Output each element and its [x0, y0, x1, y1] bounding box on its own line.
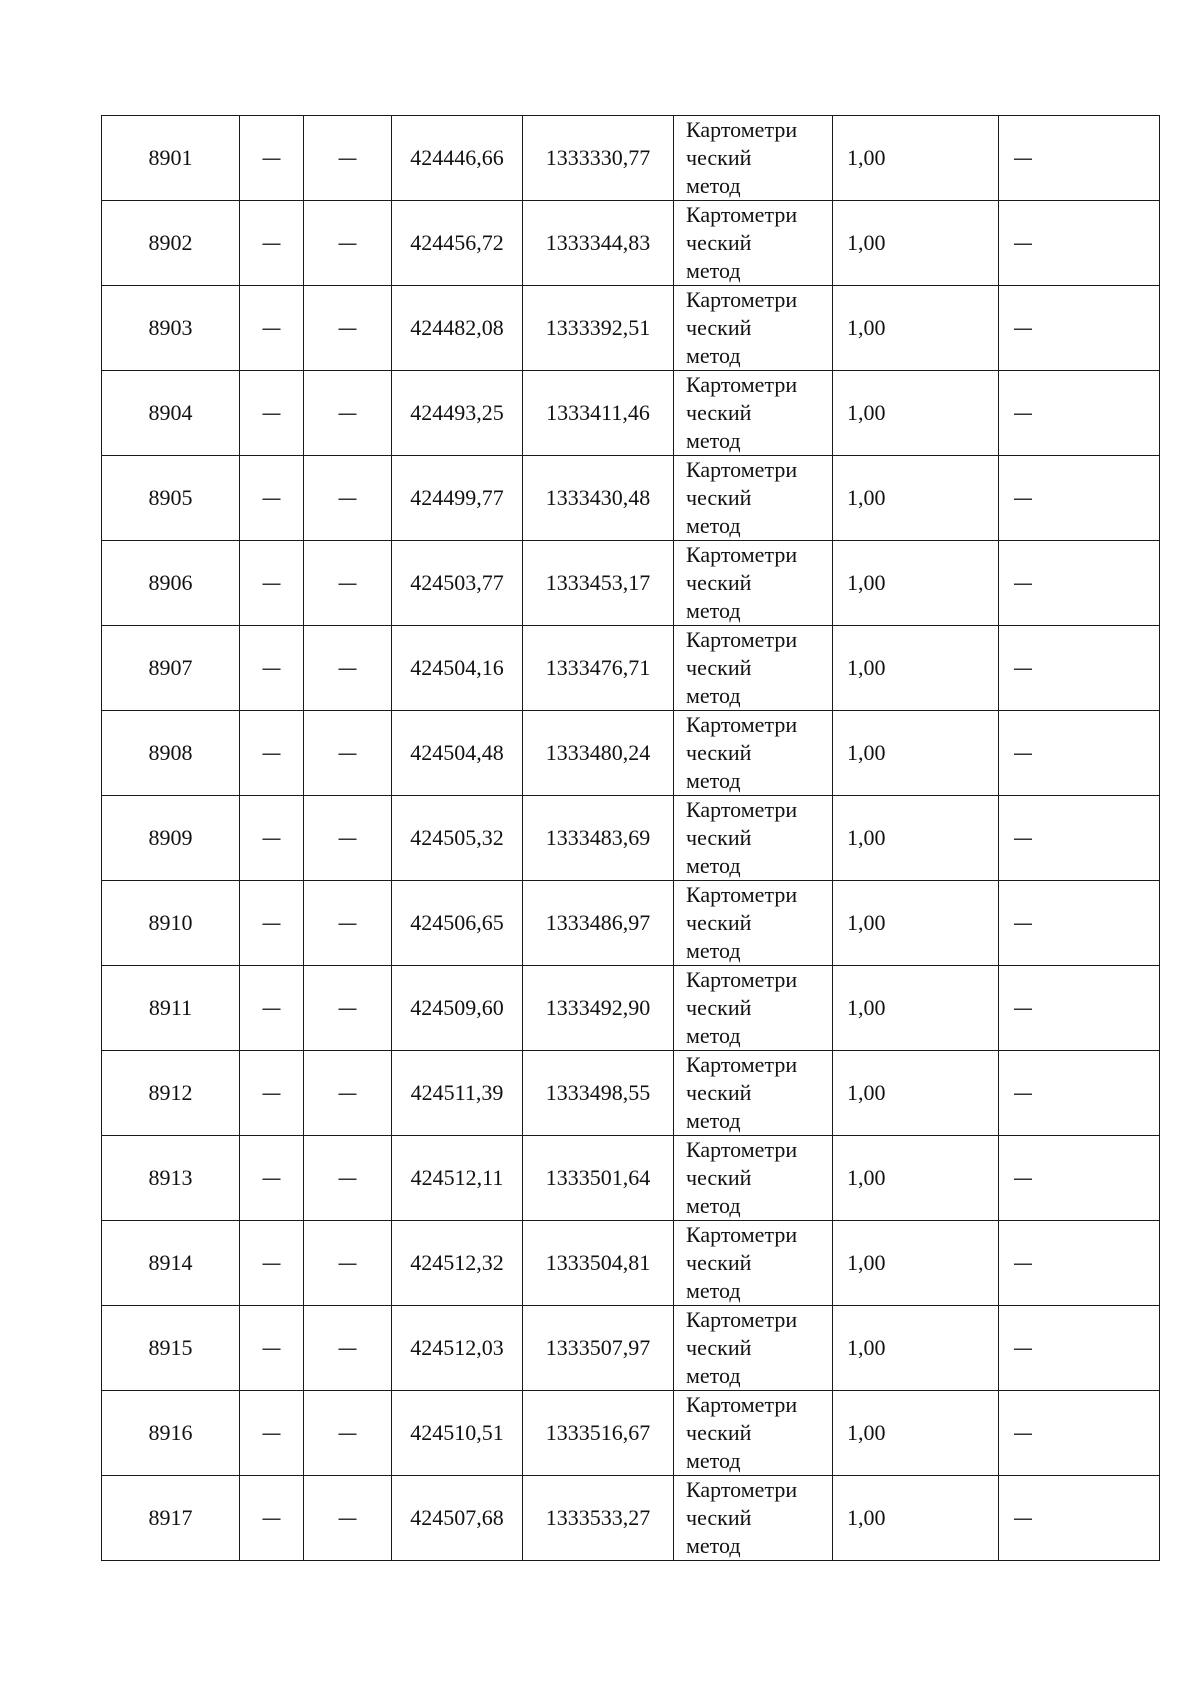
x-coordinate-cell: 424482,08	[392, 286, 523, 371]
y-coordinate-cell: 1333430,48	[523, 456, 674, 541]
precision-cell: 1,00	[833, 116, 999, 201]
method-text-line: ческий	[686, 740, 752, 765]
method-text-line: ческий	[686, 400, 752, 425]
point-number-cell: 8901	[102, 116, 240, 201]
x-coordinate-cell: 424504,48	[392, 711, 523, 796]
precision-cell: 1,00	[833, 881, 999, 966]
empty-value-dash-cell: —	[999, 286, 1160, 371]
method-text-line: метод	[686, 938, 741, 963]
method-cell	[674, 286, 833, 371]
table-row	[102, 881, 1160, 966]
method-text-line: ческий	[686, 1335, 752, 1360]
empty-value-dash-cell: —	[304, 286, 392, 371]
point-number-cell: 8904	[102, 371, 240, 456]
empty-value-dash-cell: —	[999, 1476, 1160, 1561]
method-text-line: Картометри	[686, 287, 798, 312]
empty-value-dash-cell: —	[240, 966, 304, 1051]
empty-value-dash-cell: —	[304, 966, 392, 1051]
precision-cell: 1,00	[833, 1391, 999, 1476]
point-number-cell: 8912	[102, 1051, 240, 1136]
empty-value-dash-cell: —	[304, 626, 392, 711]
table-row	[102, 1306, 1160, 1391]
point-number-cell: 8911	[102, 966, 240, 1051]
precision-cell: 1,00	[833, 1306, 999, 1391]
y-coordinate-cell: 1333476,71	[523, 626, 674, 711]
method-text-line: метод	[686, 768, 741, 793]
y-coordinate-cell: 1333504,81	[523, 1221, 674, 1306]
empty-value-dash-cell: —	[304, 371, 392, 456]
x-coordinate-cell: 424446,66	[392, 116, 523, 201]
method-text-line: метод	[686, 1363, 741, 1388]
x-coordinate-cell: 424511,39	[392, 1051, 523, 1136]
method-text-line: ческий	[686, 1505, 752, 1530]
method-text-line: Картометри	[686, 117, 798, 142]
y-coordinate-cell: 1333453,17	[523, 541, 674, 626]
empty-value-dash-cell: —	[999, 711, 1160, 796]
method-text-line: ческий	[686, 825, 752, 850]
empty-value-dash-cell: —	[304, 1221, 392, 1306]
y-coordinate-cell: 1333486,97	[523, 881, 674, 966]
method-cell	[674, 456, 833, 541]
x-coordinate-cell: 424510,51	[392, 1391, 523, 1476]
empty-value-dash-cell: —	[240, 1051, 304, 1136]
point-number-cell: 8910	[102, 881, 240, 966]
empty-value-dash-cell: —	[240, 116, 304, 201]
empty-value-dash-cell: —	[240, 1306, 304, 1391]
precision-cell: 1,00	[833, 1136, 999, 1221]
x-coordinate-cell: 424493,25	[392, 371, 523, 456]
empty-value-dash-cell: —	[240, 541, 304, 626]
point-number-cell: 8908	[102, 711, 240, 796]
method-text-line: метод	[686, 853, 741, 878]
method-text-line: ческий	[686, 145, 752, 170]
table-row	[102, 1476, 1160, 1561]
method-text-line: ческий	[686, 655, 752, 680]
method-text-line: метод	[686, 683, 741, 708]
empty-value-dash-cell: —	[240, 201, 304, 286]
point-number-cell: 8916	[102, 1391, 240, 1476]
method-text-line: Картометри	[686, 1137, 798, 1162]
x-coordinate-cell: 424505,32	[392, 796, 523, 881]
empty-value-dash-cell: —	[240, 881, 304, 966]
method-text-line: метод	[686, 1278, 741, 1303]
point-number-cell: 8902	[102, 201, 240, 286]
empty-value-dash-cell: —	[304, 1391, 392, 1476]
y-coordinate-cell: 1333507,97	[523, 1306, 674, 1391]
table-body	[102, 116, 1160, 1561]
method-text-line: ческий	[686, 1080, 752, 1105]
y-coordinate-cell: 1333344,83	[523, 201, 674, 286]
x-coordinate-cell: 424512,11	[392, 1136, 523, 1221]
empty-value-dash-cell: —	[240, 626, 304, 711]
empty-value-dash-cell: —	[240, 1476, 304, 1561]
method-text-line: метод	[686, 1023, 741, 1048]
method-text-line: Картометри	[686, 967, 798, 992]
method-cell	[674, 541, 833, 626]
method-text-line: ческий	[686, 230, 752, 255]
empty-value-dash-cell: —	[999, 541, 1160, 626]
empty-value-dash-cell: —	[999, 626, 1160, 711]
point-number-cell: 8905	[102, 456, 240, 541]
method-text-line: метод	[686, 1448, 741, 1473]
x-coordinate-cell: 424509,60	[392, 966, 523, 1051]
method-cell	[674, 1051, 833, 1136]
method-text-line: ческий	[686, 570, 752, 595]
y-coordinate-cell: 1333411,46	[523, 371, 674, 456]
point-number-cell: 8906	[102, 541, 240, 626]
table-row	[102, 201, 1160, 286]
method-cell	[674, 201, 833, 286]
empty-value-dash-cell: —	[304, 881, 392, 966]
method-cell	[674, 881, 833, 966]
empty-value-dash-cell: —	[999, 1051, 1160, 1136]
method-text-line: Картометри	[686, 882, 798, 907]
precision-cell: 1,00	[833, 286, 999, 371]
precision-cell: 1,00	[833, 541, 999, 626]
y-coordinate-cell: 1333480,24	[523, 711, 674, 796]
table-row	[102, 626, 1160, 711]
method-text-line: Картометри	[686, 712, 798, 737]
method-text-line: Картометри	[686, 542, 798, 567]
point-number-cell: 8917	[102, 1476, 240, 1561]
empty-value-dash-cell: —	[304, 1306, 392, 1391]
point-number-cell: 8913	[102, 1136, 240, 1221]
empty-value-dash-cell: —	[240, 1136, 304, 1221]
method-text-line: Картометри	[686, 1477, 798, 1502]
method-text-line: метод	[686, 173, 741, 198]
precision-cell: 1,00	[833, 796, 999, 881]
method-text-line: метод	[686, 258, 741, 283]
empty-value-dash-cell: —	[240, 456, 304, 541]
method-text-line: ческий	[686, 315, 752, 340]
method-text-line: ческий	[686, 1420, 752, 1445]
method-text-line: метод	[686, 513, 741, 538]
y-coordinate-cell: 1333392,51	[523, 286, 674, 371]
method-cell	[674, 796, 833, 881]
empty-value-dash-cell: —	[240, 286, 304, 371]
table-row	[102, 966, 1160, 1051]
method-text-line: ческий	[686, 995, 752, 1020]
precision-cell: 1,00	[833, 201, 999, 286]
x-coordinate-cell: 424504,16	[392, 626, 523, 711]
precision-cell: 1,00	[833, 456, 999, 541]
x-coordinate-cell: 424456,72	[392, 201, 523, 286]
empty-value-dash-cell: —	[999, 1221, 1160, 1306]
x-coordinate-cell: 424512,32	[392, 1221, 523, 1306]
method-text-line: ческий	[686, 1165, 752, 1190]
method-cell	[674, 371, 833, 456]
method-cell	[674, 1391, 833, 1476]
y-coordinate-cell: 1333330,77	[523, 116, 674, 201]
x-coordinate-cell: 424506,65	[392, 881, 523, 966]
method-cell	[674, 626, 833, 711]
empty-value-dash-cell: —	[999, 881, 1160, 966]
empty-value-dash-cell: —	[240, 1391, 304, 1476]
empty-value-dash-cell: —	[999, 456, 1160, 541]
empty-value-dash-cell: —	[304, 116, 392, 201]
empty-value-dash-cell: —	[240, 796, 304, 881]
x-coordinate-cell: 424499,77	[392, 456, 523, 541]
method-text-line: ческий	[686, 485, 752, 510]
empty-value-dash-cell: —	[304, 796, 392, 881]
method-text-line: ческий	[686, 1250, 752, 1275]
x-coordinate-cell: 424512,03	[392, 1306, 523, 1391]
y-coordinate-cell: 1333501,64	[523, 1136, 674, 1221]
x-coordinate-cell: 424507,68	[392, 1476, 523, 1561]
table-row	[102, 286, 1160, 371]
table-row	[102, 1391, 1160, 1476]
method-cell	[674, 1136, 833, 1221]
point-number-cell: 8907	[102, 626, 240, 711]
empty-value-dash-cell: —	[999, 796, 1160, 881]
table-row	[102, 1221, 1160, 1306]
table-row	[102, 1136, 1160, 1221]
method-text-line: Картометри	[686, 1307, 798, 1332]
method-text-line: ческий	[686, 910, 752, 935]
empty-value-dash-cell: —	[304, 456, 392, 541]
empty-value-dash-cell: —	[304, 711, 392, 796]
y-coordinate-cell: 1333492,90	[523, 966, 674, 1051]
method-text-line: метод	[686, 598, 741, 623]
precision-cell: 1,00	[833, 1221, 999, 1306]
point-number-cell: 8915	[102, 1306, 240, 1391]
precision-cell: 1,00	[833, 711, 999, 796]
empty-value-dash-cell: —	[999, 116, 1160, 201]
coordinates-table	[101, 115, 1160, 1561]
empty-value-dash-cell: —	[999, 1306, 1160, 1391]
empty-value-dash-cell: —	[999, 201, 1160, 286]
y-coordinate-cell: 1333498,55	[523, 1051, 674, 1136]
method-text-line: Картометри	[686, 1222, 798, 1247]
precision-cell: 1,00	[833, 1476, 999, 1561]
method-cell	[674, 1221, 833, 1306]
point-number-cell: 8914	[102, 1221, 240, 1306]
table-row	[102, 796, 1160, 881]
table-row	[102, 116, 1160, 201]
empty-value-dash-cell: —	[304, 1476, 392, 1561]
empty-value-dash-cell: —	[999, 966, 1160, 1051]
empty-value-dash-cell: —	[304, 201, 392, 286]
method-cell	[674, 711, 833, 796]
table-row	[102, 1051, 1160, 1136]
precision-cell: 1,00	[833, 371, 999, 456]
empty-value-dash-cell: —	[304, 1136, 392, 1221]
method-text-line: Картометри	[686, 202, 798, 227]
method-text-line: метод	[686, 1193, 741, 1218]
method-text-line: метод	[686, 1533, 741, 1558]
point-number-cell: 8909	[102, 796, 240, 881]
table-row	[102, 711, 1160, 796]
precision-cell: 1,00	[833, 626, 999, 711]
empty-value-dash-cell: —	[999, 1391, 1160, 1476]
method-text-line: Картометри	[686, 627, 798, 652]
empty-value-dash-cell: —	[304, 541, 392, 626]
x-coordinate-cell: 424503,77	[392, 541, 523, 626]
method-text-line: Картометри	[686, 1052, 798, 1077]
table-row	[102, 541, 1160, 626]
method-text-line: метод	[686, 428, 741, 453]
method-cell	[674, 116, 833, 201]
y-coordinate-cell: 1333533,27	[523, 1476, 674, 1561]
empty-value-dash-cell: —	[999, 371, 1160, 456]
precision-cell: 1,00	[833, 1051, 999, 1136]
y-coordinate-cell: 1333483,69	[523, 796, 674, 881]
method-cell	[674, 966, 833, 1051]
method-text-line: Картометри	[686, 372, 798, 397]
method-cell	[674, 1476, 833, 1561]
method-cell	[674, 1306, 833, 1391]
method-text-line: Картометри	[686, 797, 798, 822]
precision-cell: 1,00	[833, 966, 999, 1051]
point-number-cell: 8903	[102, 286, 240, 371]
method-text-line: Картометри	[686, 1392, 798, 1417]
method-text-line: Картометри	[686, 457, 798, 482]
method-text-line: метод	[686, 1108, 741, 1133]
empty-value-dash-cell: —	[304, 1051, 392, 1136]
table-row	[102, 371, 1160, 456]
empty-value-dash-cell: —	[240, 1221, 304, 1306]
empty-value-dash-cell: —	[240, 371, 304, 456]
method-text-line: метод	[686, 343, 741, 368]
y-coordinate-cell: 1333516,67	[523, 1391, 674, 1476]
table-row	[102, 456, 1160, 541]
empty-value-dash-cell: —	[240, 711, 304, 796]
empty-value-dash-cell: —	[999, 1136, 1160, 1221]
